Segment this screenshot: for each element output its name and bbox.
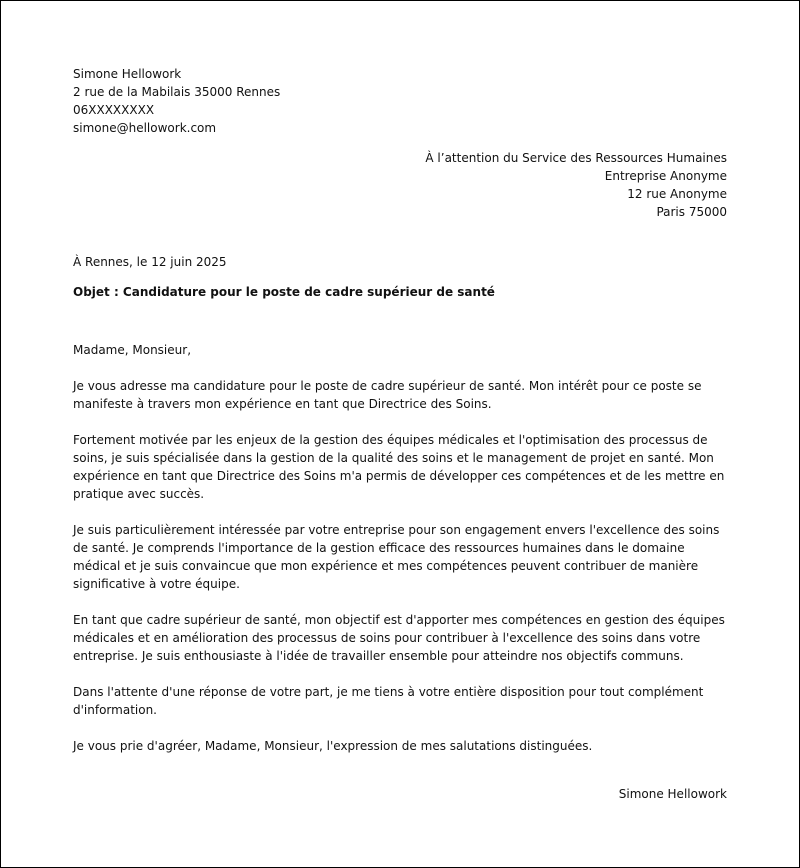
recipient-company: Entreprise Anonyme — [604, 169, 727, 183]
signature: Simone Hellowork — [618, 787, 727, 801]
salutation: Madame, Monsieur, — [73, 343, 192, 357]
sender-email: simone@hellowork.com — [73, 121, 217, 135]
letter-body — [73, 341, 733, 773]
body-paragraph: Je vous adresse ma candidature pour le poste de cadre supérieur de santé. Mon intérêt pour ce poste se manifeste à travers mon expérience en tant que Directrice des Soins. — [73, 379, 702, 411]
sender-block — [73, 65, 280, 137]
closing-paragraph: Je vous prie d'agréer, Madame, Monsieur, l'expression de mes salutations distinguées. — [73, 739, 593, 753]
letter-date: À Rennes, le 12 juin 2025 — [73, 255, 227, 269]
body-paragraph: Je suis particulièrement intéressée par votre entreprise pour son engagement envers l'excellence des soins de santé. Je comprends l'importance de la gestion efficace des ressources humaines dans le domaine médical et je suis convaincue que mon expérience et mes compétences peuvent contribuer de manière significative à votre équipe. — [73, 523, 720, 591]
recipient-attention: À l’attention du Service des Ressources Humaines — [425, 151, 727, 165]
body-paragraph: En tant que cadre supérieur de santé, mon objectif est d'apporter mes compétences en gestion des équipes médicales et en amélioration des processus de soins pour contribuer à l'excellence des soins dans votre entreprise. Je suis enthousiaste à l'idée de travailler ensemble pour atteindre nos objectifs communs. — [73, 613, 725, 663]
recipient-city: Paris 75000 — [656, 205, 727, 219]
body-paragraph: Fortement motivée par les enjeux de la gestion des équipes médicales et l'optimisation des processus de soins, je suis spécialisée dans la gestion de la qualité des soins et le management de projet en santé. Mon expérience en tant que Directrice des Soins m'a permis de développer ces compétences et de les mettre en pratique avec succès. — [73, 433, 725, 501]
recipient-block — [425, 149, 727, 221]
body-paragraph: Dans l'attente d'une réponse de votre part, je me tiens à votre entière disposition pour tout complément d'information. — [73, 685, 704, 717]
recipient-street: 12 rue Anonyme — [627, 187, 727, 201]
sender-address: 2 rue de la Mabilais 35000 Rennes — [73, 85, 281, 99]
letter-subject: Objet : Candidature pour le poste de cadre supérieur de santé — [73, 285, 495, 299]
sender-phone: 06XXXXXXXX — [73, 103, 155, 117]
sender-name: Simone Hellowork — [73, 67, 182, 81]
